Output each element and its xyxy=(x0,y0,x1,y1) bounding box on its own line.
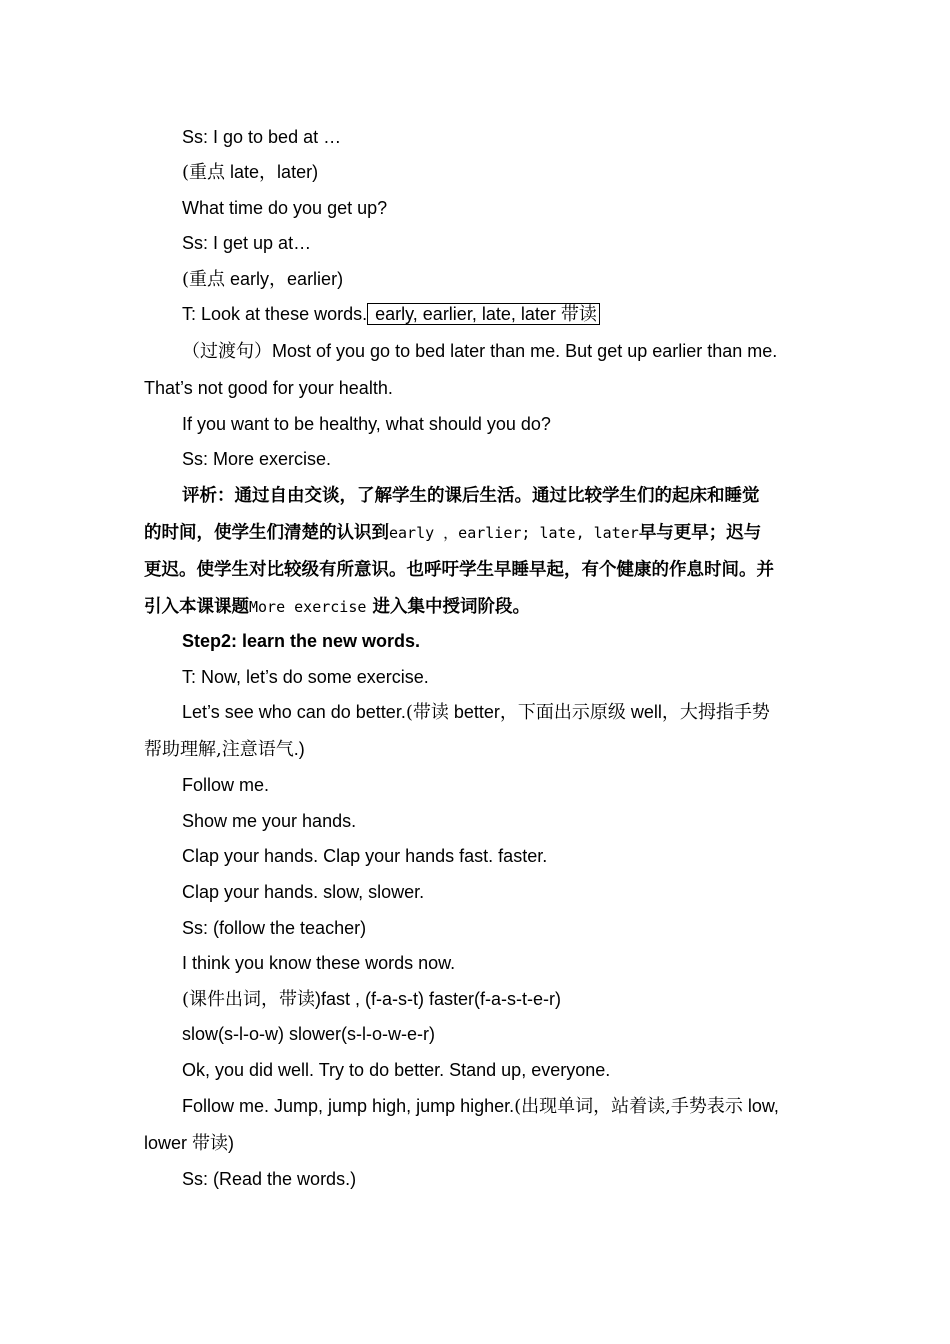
dialogue-line: Show me your hands. xyxy=(182,811,357,831)
dialogue-line-cont: lower 带读) xyxy=(144,1133,235,1154)
dialogue-line: Ss: I go to bed at … xyxy=(182,127,342,147)
analysis-paragraph-cont: 更迟。使学生对比较级有所意识。也呼吁学生早睡早起，有个健康的作息时间。并 xyxy=(144,560,774,580)
dialogue-line: What time do you get up? xyxy=(182,198,388,218)
transition-line-cont: That’s not good for your health. xyxy=(144,378,393,398)
boxed-word-list: early, earlier, late, later 带读 xyxy=(367,303,600,325)
dialogue-line: Let’s see who can do better.(带读 better，下面出示原级 well，大拇指手势 xyxy=(182,702,770,723)
note-line: (重点 early，earlier) xyxy=(182,269,344,290)
dialogue-line: Follow me. Jump, jump high, jump higher.(出现单词，站着读,手势表示 low, xyxy=(182,1096,779,1117)
note-line: (重点 late，later) xyxy=(182,162,319,183)
section-heading: Step2: learn the new words. xyxy=(182,631,421,651)
transition-line: （过渡句）Most of you go to bed later than me. But get up earlier than me. xyxy=(182,341,778,362)
dialogue-line: Ss: More exercise. xyxy=(182,449,332,469)
dialogue-line: T: Now, let’s do some exercise. xyxy=(182,667,429,687)
word-spelling-line: slow(s-l-o-w) slower(s-l-o-w-e-r) xyxy=(182,1024,435,1044)
dialogue-line-cont: 帮助理解,注意语气.) xyxy=(144,739,305,760)
dialogue-line: T: Look at these words. early, earlier, late, later 带读 xyxy=(182,303,600,326)
analysis-paragraph-cont: 的时间，使学生们清楚的认识到early ，earlier; late, later早与更早；迟与 xyxy=(144,523,762,543)
dialogue-line: Clap your hands. Clap your hands fast. faster. xyxy=(182,846,548,866)
dialogue-line: Clap your hands. slow, slower. xyxy=(182,882,425,902)
analysis-paragraph-cont: 引入本课课题More exercise 进入集中授词阶段。 xyxy=(144,597,530,617)
dialogue-line: Ss: I get up at… xyxy=(182,233,312,253)
dialogue-line: If you want to be healthy, what should you do? xyxy=(182,414,551,434)
dialogue-line: Ok, you did well. Try to do better. Stand up, everyone. xyxy=(182,1060,611,1080)
dialogue-line: I think you know these words now. xyxy=(182,953,456,973)
dialogue-line: Ss: (follow the teacher) xyxy=(182,918,367,938)
dialogue-line: Ss: (Read the words.) xyxy=(182,1169,357,1189)
word-spelling-line: (课件出词，带读)fast , (f-a-s-t) faster(f-a-s-t-e-r) xyxy=(182,989,562,1010)
analysis-paragraph: 评析：通过自由交谈，了解学生的课后生活。通过比较学生们的起床和睡觉 xyxy=(182,486,760,506)
dialogue-line: Follow me. xyxy=(182,775,270,795)
